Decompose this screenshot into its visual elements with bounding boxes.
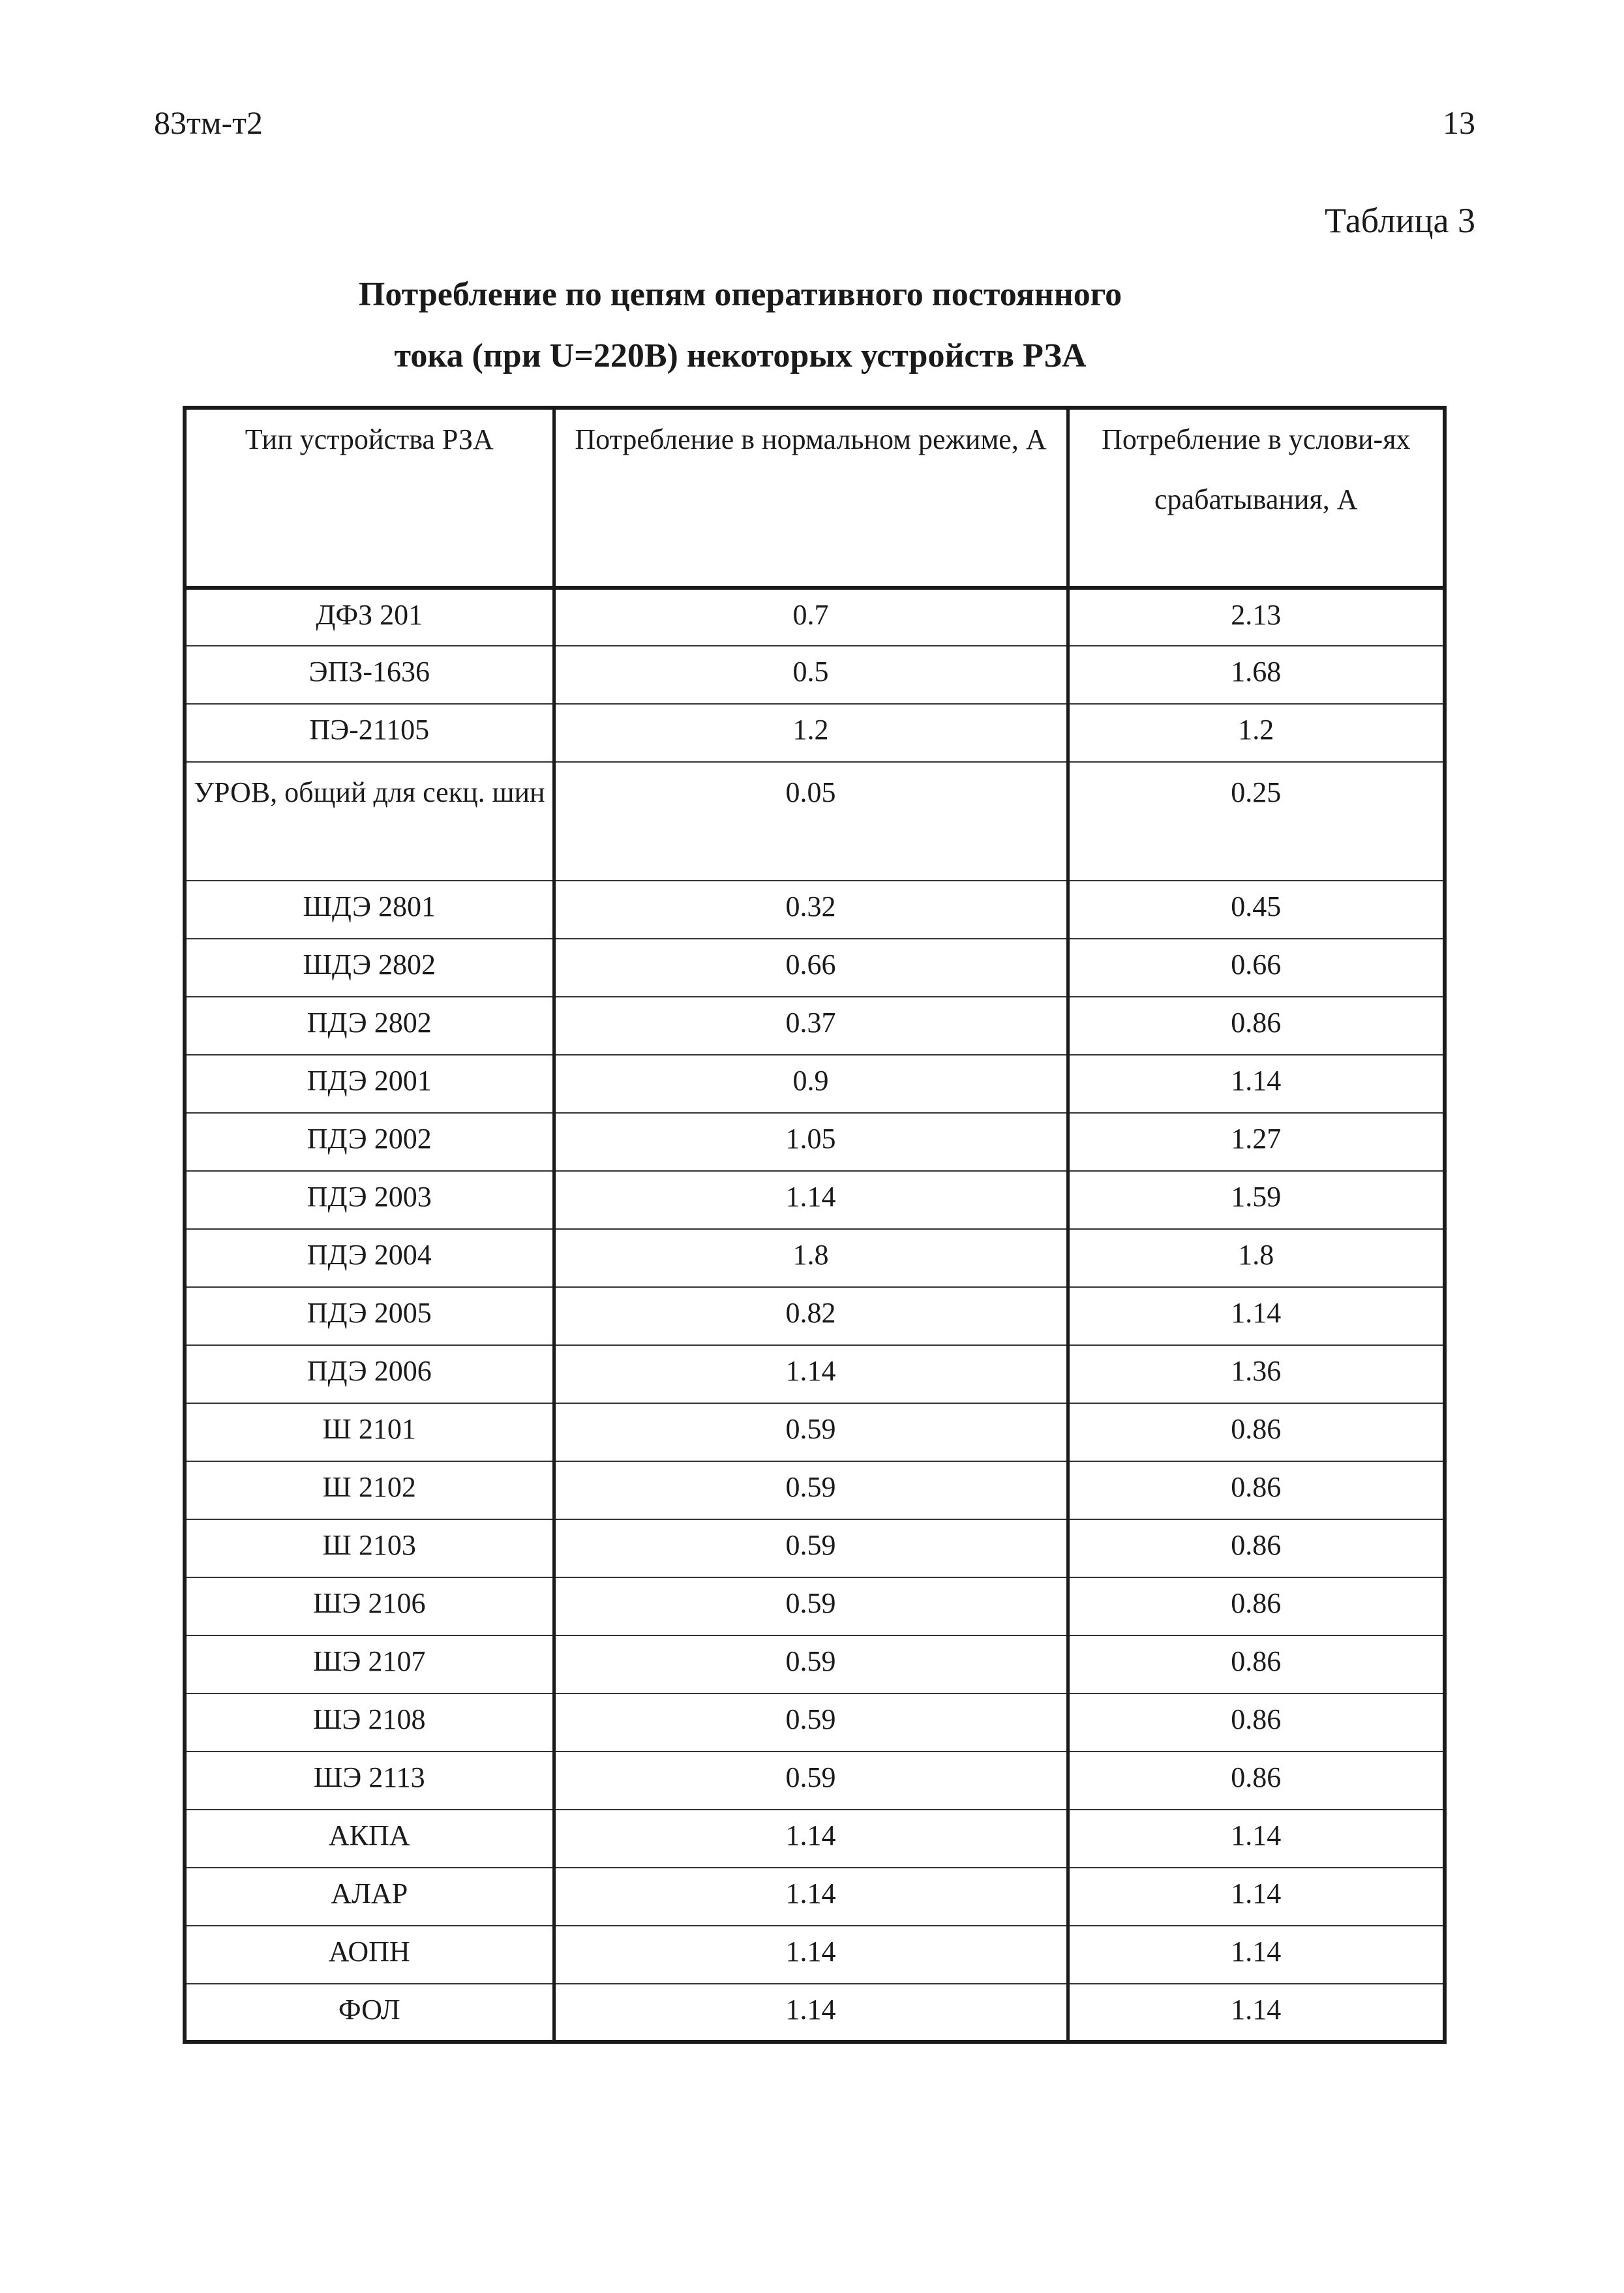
table-row [185, 881, 1445, 939]
normal-consumption-cell: 1.8 [554, 1229, 1068, 1287]
table-row [185, 1287, 1445, 1345]
trip-consumption-cell: 0.86 [1068, 1577, 1445, 1635]
column-header-normal-mode: Потребление в нормальном режиме, А [554, 408, 1068, 588]
device-type-cell: ПДЭ 2001 [185, 1055, 554, 1113]
trip-consumption-cell: 1.14 [1068, 1984, 1445, 2042]
normal-consumption-cell: 0.59 [554, 1693, 1068, 1752]
table-row [185, 1461, 1445, 1519]
normal-consumption-cell: 0.59 [554, 1635, 1068, 1693]
device-type-cell: УРОВ, общий для секц. шин [185, 762, 554, 881]
table-row [185, 1171, 1445, 1229]
normal-consumption-cell: 1.14 [554, 1984, 1068, 2042]
normal-consumption-cell: 0.32 [554, 881, 1068, 939]
device-type-cell: ШЭ 2108 [185, 1693, 554, 1752]
trip-consumption-cell: 2.13 [1068, 588, 1445, 646]
normal-consumption-cell: 1.14 [554, 1868, 1068, 1926]
trip-consumption-cell: 0.86 [1068, 1693, 1445, 1752]
table-row [185, 1577, 1445, 1635]
device-type-cell: ПЭ-21105 [185, 704, 554, 762]
table-title-line-1: Потребление по цепям оперативного постоянного [358, 276, 1122, 313]
normal-consumption-cell: 1.14 [554, 1171, 1068, 1229]
table-title-line-2: тока (при U=220В) некоторых устройств РЗА [394, 337, 1087, 374]
table-row [185, 1693, 1445, 1752]
device-type-cell: ФОЛ [185, 1984, 554, 2042]
table-row [185, 646, 1445, 704]
device-type-cell: ШДЭ 2802 [185, 939, 554, 997]
device-type-cell: ПДЭ 2004 [185, 1229, 554, 1287]
table-row [185, 704, 1445, 762]
trip-consumption-cell: 0.86 [1068, 997, 1445, 1055]
normal-consumption-cell: 0.5 [554, 646, 1068, 704]
table-row [185, 1113, 1445, 1171]
normal-consumption-cell: 0.59 [554, 1461, 1068, 1519]
trip-consumption-cell: 0.45 [1068, 881, 1445, 939]
trip-consumption-cell: 1.8 [1068, 1229, 1445, 1287]
normal-consumption-cell: 1.14 [554, 1810, 1068, 1868]
table-row [185, 1868, 1445, 1926]
normal-consumption-cell: 0.59 [554, 1403, 1068, 1461]
consumption-table [183, 406, 1447, 2044]
device-type-cell: ШЭ 2113 [185, 1752, 554, 1810]
normal-consumption-cell: 1.14 [554, 1345, 1068, 1403]
normal-consumption-cell: 0.59 [554, 1519, 1068, 1577]
trip-consumption-cell: 1.14 [1068, 1926, 1445, 1984]
normal-consumption-cell: 0.66 [554, 939, 1068, 997]
trip-consumption-cell: 0.25 [1068, 762, 1445, 881]
normal-consumption-cell: 0.82 [554, 1287, 1068, 1345]
table-row [185, 939, 1445, 997]
device-type-cell: ДФЗ 201 [185, 588, 554, 646]
device-type-cell: ПДЭ 2003 [185, 1171, 554, 1229]
normal-consumption-cell: 0.9 [554, 1055, 1068, 1113]
table-row [185, 1229, 1445, 1287]
trip-consumption-cell: 0.86 [1068, 1519, 1445, 1577]
device-type-cell: Ш 2102 [185, 1461, 554, 1519]
trip-consumption-cell: 1.14 [1068, 1055, 1445, 1113]
device-type-cell: ШЭ 2107 [185, 1635, 554, 1693]
trip-consumption-cell: 1.59 [1068, 1171, 1445, 1229]
device-type-cell: ПДЭ 2802 [185, 997, 554, 1055]
table-row [185, 1403, 1445, 1461]
trip-consumption-cell: 1.36 [1068, 1345, 1445, 1403]
document-code: 83тм-т2 [154, 104, 263, 141]
table-label: Таблица 3 [1325, 201, 1475, 240]
table-row [185, 762, 1445, 881]
table-row [185, 1519, 1445, 1577]
trip-consumption-cell: 1.14 [1068, 1868, 1445, 1926]
device-type-cell: ПДЭ 2005 [185, 1287, 554, 1345]
table-row [185, 1345, 1445, 1403]
normal-consumption-cell: 1.05 [554, 1113, 1068, 1171]
table-body [185, 588, 1445, 2042]
normal-consumption-cell: 0.59 [554, 1752, 1068, 1810]
table-row [185, 1055, 1445, 1113]
device-type-cell: ПДЭ 2002 [185, 1113, 554, 1171]
device-type-cell: АЛАР [185, 1868, 554, 1926]
device-type-cell: АКПА [185, 1810, 554, 1868]
trip-consumption-cell: 1.2 [1068, 704, 1445, 762]
trip-consumption-cell: 1.27 [1068, 1113, 1445, 1171]
trip-consumption-cell: 0.86 [1068, 1752, 1445, 1810]
column-header-trip-mode: Потребление в услови-ях срабатывания, А [1068, 408, 1445, 588]
table-header-row [185, 408, 1445, 588]
trip-consumption-cell: 0.86 [1068, 1461, 1445, 1519]
normal-consumption-cell: 1.14 [554, 1926, 1068, 1984]
device-type-cell: ШДЭ 2801 [185, 881, 554, 939]
normal-consumption-cell: 0.37 [554, 997, 1068, 1055]
page-number: 13 [1443, 104, 1475, 141]
device-type-cell: ШЭ 2106 [185, 1577, 554, 1635]
table-row [185, 1752, 1445, 1810]
table-row [185, 1984, 1445, 2042]
device-type-cell: Ш 2103 [185, 1519, 554, 1577]
trip-consumption-cell: 0.66 [1068, 939, 1445, 997]
table-row [185, 1810, 1445, 1868]
trip-consumption-cell: 0.86 [1068, 1403, 1445, 1461]
normal-consumption-cell: 0.7 [554, 588, 1068, 646]
table-row [185, 997, 1445, 1055]
normal-consumption-cell: 1.2 [554, 704, 1068, 762]
column-header-device-type: Тип устройства РЗА [185, 408, 554, 588]
trip-consumption-cell: 1.68 [1068, 646, 1445, 704]
device-type-cell: Ш 2101 [185, 1403, 554, 1461]
device-type-cell: ЭПЗ-1636 [185, 646, 554, 704]
table-row [185, 1635, 1445, 1693]
normal-consumption-cell: 0.05 [554, 762, 1068, 881]
table-row [185, 1926, 1445, 1984]
device-type-cell: ПДЭ 2006 [185, 1345, 554, 1403]
normal-consumption-cell: 0.59 [554, 1577, 1068, 1635]
trip-consumption-cell: 1.14 [1068, 1810, 1445, 1868]
table-row [185, 588, 1445, 646]
trip-consumption-cell: 1.14 [1068, 1287, 1445, 1345]
device-type-cell: АОПН [185, 1926, 554, 1984]
trip-consumption-cell: 0.86 [1068, 1635, 1445, 1693]
